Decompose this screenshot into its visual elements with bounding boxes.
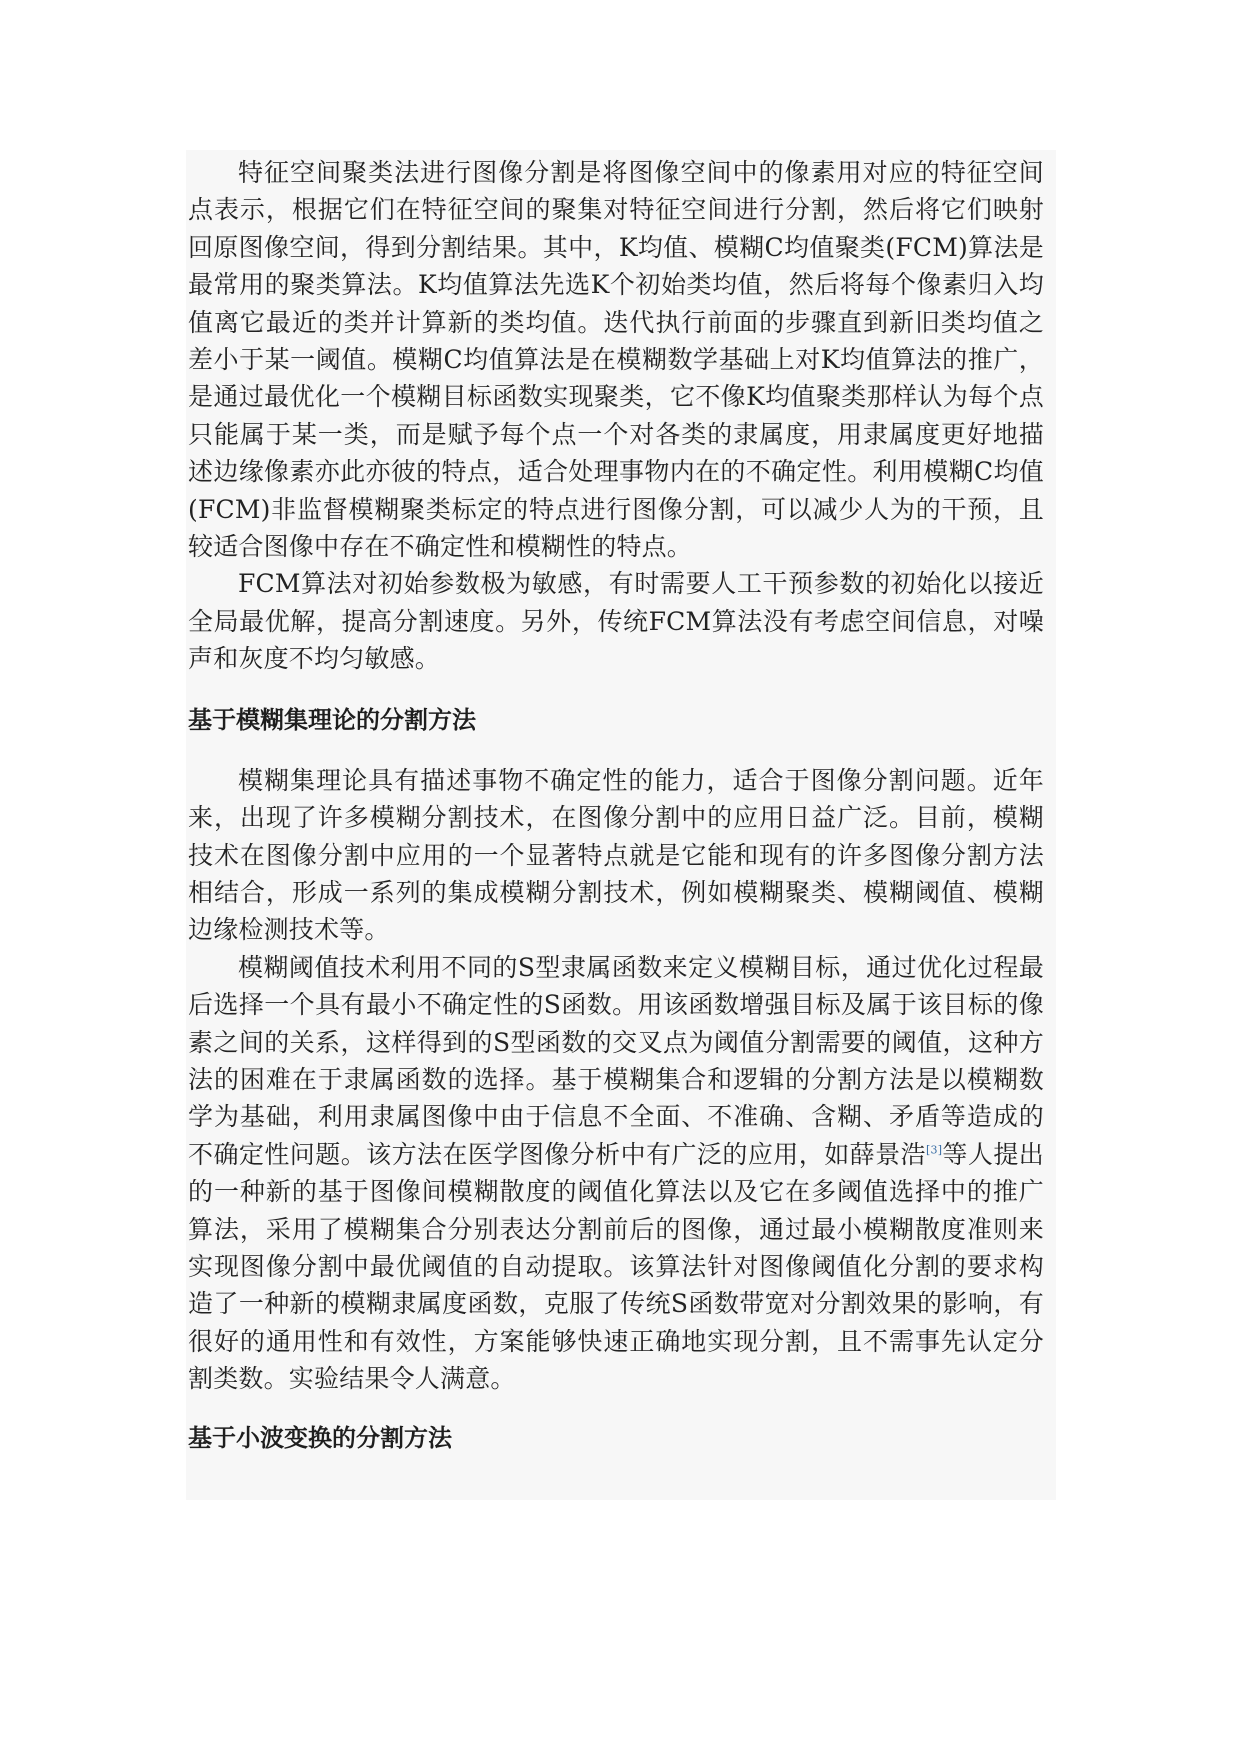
- section-heading-wavelet: 基于小波变换的分割方法: [188, 1423, 452, 1452]
- paragraph-fuzzy-set-theory: 模糊集理论具有描述事物不确定性的能力，适合于图像分割问题。近年来，出现了许多模糊分割技术，在图像分割中的应用日益广泛。目前，模糊技术在图像分割中应用的一个显著特点就是它能和现有的许多图像分割方法相结合，形成一系列的集成模糊分割技术，例如模糊聚类、模糊阈值、模糊边缘检测技术等。: [188, 765, 1044, 945]
- section-heading-fuzzy-set: 基于模糊集理论的分割方法: [188, 705, 476, 734]
- paragraph-fcm-sensitivity: FCM算法对初始参数极为敏感，有时需要人工干预参数的初始化以接近全局最优解，提高分割速度。另外，传统FCM算法没有考虑空间信息，对噪声和灰度不均匀敏感。: [188, 569, 1044, 674]
- paragraph-fuzzy-threshold-part2: 等人提出的一种新的基于图像间模糊散度的阈值化算法以及它在多阈值选择中的推广算法，采用了模糊集合分别表达分割前后的图像，通过最小模糊散度准则来实现图像分割中最优阈值的自动提取。该算法针对图像阈值化分割的要求构造了一种新的模糊隶属度函数，克服了传统S函数带宽对分割效果的影响，有很好的通用性和有效性，方案能够快速正确地实现分割，且不需事先认定分割类数。实验结果令人满意。: [188, 1139, 1044, 1394]
- document-body: [186, 150, 1056, 1500]
- paragraph-fuzzy-threshold-part1: 模糊阈值技术利用不同的S型隶属函数来定义模糊目标，通过优化过程最后选择一个具有最小不确定性的S函数。用该函数增强目标及属于该目标的像素之间的关系，这样得到的S型函数的交叉点为阈值分割需要的阈值，这种方法的困难在于隶属函数的选择。基于模糊集合和逻辑的分割方法是以模糊数学为基础，利用隶属图像中由于信息不全面、不准确、含糊、矛盾等造成的不确定性问题。该方法在医学图像分析中有广泛的应用，如薛景浩: [188, 952, 1044, 1169]
- paragraph-fuzzy-threshold: [188, 949, 1044, 1398]
- citation-link[interactable]: [3]: [926, 1143, 943, 1157]
- paragraph-feature-space-clustering: 特征空间聚类法进行图像分割是将图像空间中的像素用对应的特征空间点表示，根据它们在特征空间的聚集对特征空间进行分割，然后将它们映射回原图像空间，得到分割结果。其中，K均值、模糊C均值聚类(FCM)算法是最常用的聚类算法。K均值算法先选K个初始类均值，然后将每个像素归入均值离它最近的类并计算新的类均值。迭代执行前面的步骤直到新旧类均值之差小于某一阈值。模糊C均值算法是在模糊数学基础上对K均值算法的推广，是通过最优化一个模糊目标函数实现聚类，它不像K均值聚类那样认为每个点只能属于某一类，而是赋予每个点一个对各类的隶属度，用隶属度更好地描述边缘像素亦此亦彼的特点，适合处理事物内在的不确定性。利用模糊C均值(FCM)非监督模糊聚类标定的特点进行图像分割，可以减少人为的干预，且较适合图像中存在不确定性和模糊性的特点。: [188, 158, 1044, 562]
